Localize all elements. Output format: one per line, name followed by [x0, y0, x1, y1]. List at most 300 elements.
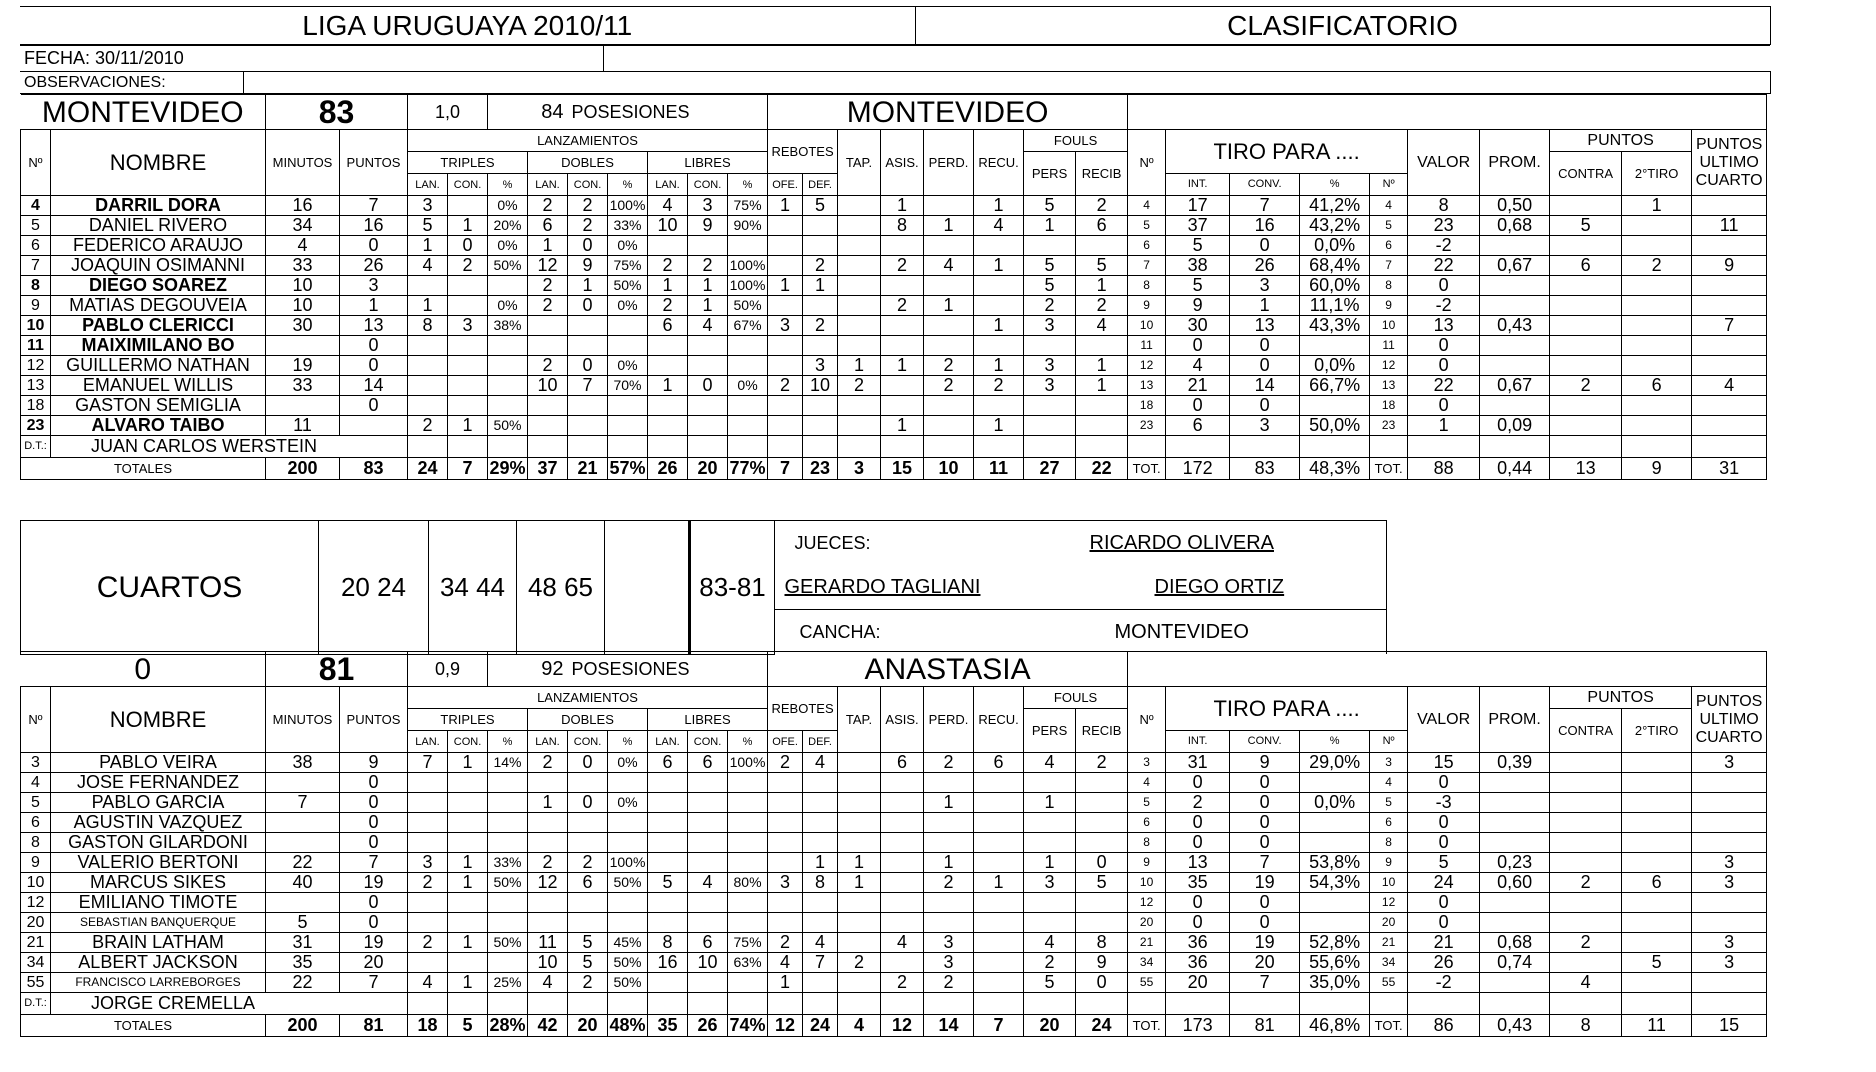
cell — [1024, 913, 1076, 933]
cell — [1550, 316, 1622, 336]
team2-ratio: 0,9 — [408, 652, 488, 687]
cell — [1622, 276, 1692, 296]
cell: 26 — [1230, 256, 1300, 276]
table-row — [21, 416, 1767, 436]
cell: 9 — [1128, 296, 1166, 316]
team2-col-num2: Nº — [1128, 687, 1166, 753]
cell: DIEGO SOAREZ — [51, 276, 266, 296]
cell — [924, 833, 974, 853]
team1-dt-label: D.T.: — [21, 436, 51, 458]
cell — [924, 813, 974, 833]
cell — [1622, 296, 1692, 316]
cell: 16 — [266, 196, 340, 216]
juez3: DIEGO ORTIZ — [1154, 576, 1285, 598]
total-cell: 24 — [1076, 1015, 1128, 1037]
cell — [1550, 953, 1622, 973]
cell: 19 — [266, 356, 340, 376]
cell: 0,0% — [1300, 236, 1370, 256]
cell — [1300, 833, 1370, 853]
cell: 0 — [1408, 813, 1480, 833]
cell — [1550, 276, 1622, 296]
cell: 1 — [974, 256, 1024, 276]
cell — [1622, 833, 1692, 853]
table-row — [21, 376, 1767, 396]
cell — [1300, 773, 1370, 793]
total-cell: 11 — [1622, 1015, 1692, 1037]
cell: 0 — [340, 893, 408, 913]
cell: 0 — [340, 913, 408, 933]
cell: 1 — [838, 356, 881, 376]
cell: 1 — [768, 276, 803, 296]
cell — [1692, 893, 1767, 913]
cell — [688, 773, 728, 793]
cell: 10 — [266, 276, 340, 296]
team1-subcol-con: CON. — [688, 174, 728, 196]
cell: 75% — [728, 933, 768, 953]
team1-subcol-conv: CONV. — [1230, 174, 1300, 196]
cell: 2 — [408, 933, 448, 953]
cell: 100% — [608, 196, 648, 216]
cell: 34 — [266, 216, 340, 236]
cell: 1 — [528, 236, 568, 256]
cell: 23 — [1128, 416, 1166, 436]
cell: 50% — [608, 953, 648, 973]
cell: 0 — [340, 773, 408, 793]
table-row — [21, 813, 1767, 833]
cell: 1 — [688, 276, 728, 296]
cell: 5 — [568, 953, 608, 973]
team2-subcol-con: CON. — [688, 731, 728, 753]
team2-col-triples: TRIPLES — [408, 709, 528, 731]
team1-col-rebotes: REBOTES — [768, 130, 838, 174]
cell: 75% — [608, 256, 648, 276]
cell: 7 — [21, 256, 51, 276]
team2-subcol-lan: LAN. — [648, 731, 688, 753]
cell: 3 — [448, 316, 488, 336]
cell: 1 — [974, 196, 1024, 216]
cell — [974, 336, 1024, 356]
cell — [688, 793, 728, 813]
cell: 0 — [568, 753, 608, 773]
total-cell: 11 — [974, 458, 1024, 480]
cell: 0 — [1230, 336, 1300, 356]
cell: 1 — [838, 853, 881, 873]
cell — [448, 793, 488, 813]
cell — [838, 196, 881, 216]
cell — [688, 853, 728, 873]
cell: 0,60 — [1480, 873, 1550, 893]
cell: 68,4% — [1300, 256, 1370, 276]
cell: 33 — [266, 256, 340, 276]
cell: 5 — [1024, 196, 1076, 216]
cell: 3 — [21, 753, 51, 773]
total-cell: 5 — [448, 1015, 488, 1037]
cell — [768, 296, 803, 316]
cell — [803, 396, 838, 416]
cell — [974, 893, 1024, 913]
cell: 3 — [768, 316, 803, 336]
cell: FEDERICO ARAUJO — [51, 236, 266, 256]
cell: 0 — [1230, 396, 1300, 416]
cell: 4 — [924, 256, 974, 276]
cell: 50% — [488, 933, 528, 953]
total-cell: 12 — [768, 1015, 803, 1037]
team2-posesiones: 92 — [488, 652, 568, 687]
cell — [448, 893, 488, 913]
team1-table — [20, 94, 1767, 480]
cell: 8 — [408, 316, 448, 336]
table-row — [21, 913, 1767, 933]
cell: 1 — [974, 356, 1024, 376]
cell: 0,0% — [1300, 356, 1370, 376]
cell: 21 — [1370, 933, 1408, 953]
cell: 10 — [528, 953, 568, 973]
cell: 6 — [1622, 376, 1692, 396]
cell: 40 — [266, 873, 340, 893]
cell: 7 — [1230, 973, 1300, 993]
cell — [1076, 833, 1128, 853]
cell — [608, 316, 648, 336]
cell — [488, 773, 528, 793]
cell: 33% — [488, 853, 528, 873]
team2-col-minutos: MINUTOS — [266, 687, 340, 753]
cell — [408, 276, 448, 296]
cell: 21 — [1128, 933, 1166, 953]
cell: 11 — [266, 416, 340, 436]
cell — [1300, 813, 1370, 833]
cell: 5 — [408, 216, 448, 236]
cell: 5 — [21, 216, 51, 236]
cell: 5 — [1166, 276, 1230, 296]
cell: 0 — [568, 296, 608, 316]
cell: 4 — [1550, 973, 1622, 993]
cell: 1 — [528, 793, 568, 813]
cell — [1300, 336, 1370, 356]
cell — [408, 813, 448, 833]
cell — [838, 236, 881, 256]
cell: 36 — [1166, 933, 1230, 953]
cell: 34 — [1128, 953, 1166, 973]
cell: 19 — [340, 933, 408, 953]
cell: 2 — [1076, 753, 1128, 773]
cell: 2 — [1622, 256, 1692, 276]
cell: 2 — [648, 296, 688, 316]
cell — [728, 853, 768, 873]
cell — [488, 793, 528, 813]
cell — [768, 913, 803, 933]
cell: 1 — [974, 316, 1024, 336]
cell — [768, 853, 803, 873]
cell — [408, 356, 448, 376]
cell: 16 — [1230, 216, 1300, 236]
cell: 53,8% — [1300, 853, 1370, 873]
cell — [881, 336, 924, 356]
cell — [528, 813, 568, 833]
cell: 1 — [1024, 793, 1076, 813]
table-row — [21, 216, 1767, 236]
cell — [838, 833, 881, 853]
cell: 5 — [1128, 216, 1166, 236]
cell — [1692, 913, 1767, 933]
cell: 1 — [568, 276, 608, 296]
cell: 5 — [1024, 973, 1076, 993]
cell — [608, 773, 648, 793]
cell: 17 — [1166, 196, 1230, 216]
cell: 23 — [21, 416, 51, 436]
cell — [974, 933, 1024, 953]
total-cell: 172 — [1166, 458, 1230, 480]
team2-subcol-lan: LAN. — [408, 731, 448, 753]
cell — [974, 913, 1024, 933]
team1-subcol-pct: % — [608, 174, 648, 196]
cell: 0 — [1408, 336, 1480, 356]
team1-dt: JUAN CARLOS WERSTEIN — [51, 436, 408, 458]
cell — [648, 396, 688, 416]
cell: 2 — [408, 416, 448, 436]
cell: 1 — [648, 276, 688, 296]
cell — [838, 336, 881, 356]
cell: 1 — [1024, 216, 1076, 236]
team1-team-name: MONTEVIDEO — [21, 95, 266, 130]
cell: 12 — [528, 256, 568, 276]
cell: 4 — [528, 973, 568, 993]
cell — [803, 773, 838, 793]
header-table — [20, 6, 1771, 45]
cell — [528, 316, 568, 336]
cell — [528, 396, 568, 416]
cell: 38 — [1166, 256, 1230, 276]
cell: 5 — [266, 913, 340, 933]
cell: 22 — [266, 973, 340, 993]
cell — [408, 773, 448, 793]
cell: 4 — [21, 773, 51, 793]
cell: 5 — [1622, 953, 1692, 973]
cell — [528, 773, 568, 793]
cell: 0 — [688, 376, 728, 396]
cell: SEBASTIAN BANQUERQUE — [51, 913, 266, 933]
cell: 9 — [21, 296, 51, 316]
cell: 2 — [568, 196, 608, 216]
cell: 4 — [688, 873, 728, 893]
cell: 2 — [803, 256, 838, 276]
cell — [1622, 853, 1692, 873]
cell — [1024, 773, 1076, 793]
cell: 0 — [1230, 773, 1300, 793]
cell — [688, 893, 728, 913]
total-cell: 86 — [1408, 1015, 1480, 1037]
cell — [881, 276, 924, 296]
cell — [1692, 356, 1767, 376]
cell: 2 — [1024, 953, 1076, 973]
cell — [1076, 793, 1128, 813]
cell — [408, 953, 448, 973]
cell — [803, 893, 838, 913]
cell: 8 — [1128, 833, 1166, 853]
total-cell: 12 — [881, 1015, 924, 1037]
cell — [1550, 336, 1622, 356]
cell: 20 — [1230, 953, 1300, 973]
cell — [881, 893, 924, 913]
cell: 0,39 — [1480, 753, 1550, 773]
cell: 2 — [924, 356, 974, 376]
cell — [1550, 196, 1622, 216]
cell: 4 — [974, 216, 1024, 236]
cell — [768, 793, 803, 813]
team2-col-pers: PERS — [1024, 709, 1076, 753]
cell — [728, 773, 768, 793]
cell: 8 — [803, 873, 838, 893]
cell — [648, 793, 688, 813]
cell — [1480, 396, 1550, 416]
cell: 4 — [266, 236, 340, 256]
cell: 4 — [1128, 773, 1166, 793]
cell: 6 — [648, 316, 688, 336]
cell: -2 — [1408, 973, 1480, 993]
total-cell: 46,8% — [1300, 1015, 1370, 1037]
cell: 2 — [838, 953, 881, 973]
total-cell: 7 — [974, 1015, 1024, 1037]
cell: 41,2% — [1300, 196, 1370, 216]
cell — [728, 416, 768, 436]
cell — [974, 276, 1024, 296]
cell: 2 — [768, 753, 803, 773]
cell: 16 — [340, 216, 408, 236]
cell: 100% — [728, 256, 768, 276]
cell: 3 — [1692, 853, 1767, 873]
cell: 20% — [488, 216, 528, 236]
cell: 8 — [881, 216, 924, 236]
cell: 20 — [1128, 913, 1166, 933]
team1-col-triples: TRIPLES — [408, 152, 528, 174]
team2-posesiones-label: POSESIONES — [568, 652, 768, 687]
cell — [1076, 236, 1128, 256]
cell: 43,3% — [1300, 316, 1370, 336]
cell: 36 — [1166, 953, 1230, 973]
cell: 80% — [728, 873, 768, 893]
cell — [1024, 236, 1076, 256]
cell — [1024, 893, 1076, 913]
cell: VALERIO BERTONI — [51, 853, 266, 873]
cell — [1480, 336, 1550, 356]
cell — [648, 813, 688, 833]
cell — [924, 196, 974, 216]
cell: 0,68 — [1480, 933, 1550, 953]
cell — [1622, 396, 1692, 416]
cell: 0 — [340, 336, 408, 356]
cell: 7 — [1692, 316, 1767, 336]
total-cell: 0,44 — [1480, 458, 1550, 480]
cell: 75% — [728, 196, 768, 216]
cell — [528, 833, 568, 853]
cell: 2 — [528, 356, 568, 376]
cell: 7 — [1128, 256, 1166, 276]
cell: 5 — [1370, 216, 1408, 236]
table-row — [21, 793, 1767, 813]
cell: 4 — [1024, 933, 1076, 953]
cell: 23 — [1370, 416, 1408, 436]
cell — [1692, 276, 1767, 296]
cell: 23 — [1408, 216, 1480, 236]
cell: 3 — [768, 873, 803, 893]
cell — [838, 793, 881, 813]
cell: 2 — [803, 316, 838, 336]
cell — [266, 893, 340, 913]
cell — [568, 336, 608, 356]
cell: 0,0% — [1300, 793, 1370, 813]
team1-col-recib: RECIB — [1076, 152, 1128, 196]
cell: MAIXIMILANO BO — [51, 336, 266, 356]
cell: 0,23 — [1480, 853, 1550, 873]
cell — [488, 336, 528, 356]
cell: 7 — [340, 853, 408, 873]
cell: PABLO VEIRA — [51, 753, 266, 773]
team2-col-ultimo-cuarto: PUNTOS ULTIMO CUARTO — [1692, 687, 1767, 753]
cell — [728, 236, 768, 256]
cell: 0% — [488, 236, 528, 256]
cell: 0% — [608, 793, 648, 813]
cell — [1692, 793, 1767, 813]
league-title: LIGA URUGUAYA 2010/11 — [20, 7, 915, 45]
cell: 4 — [803, 753, 838, 773]
jueces-label: JUECES: — [794, 533, 871, 553]
cell: 67% — [728, 316, 768, 336]
cell: 1 — [408, 236, 448, 256]
cell — [1622, 356, 1692, 376]
cell — [728, 813, 768, 833]
cell: 12 — [528, 873, 568, 893]
cell — [768, 236, 803, 256]
cell: 1 — [768, 196, 803, 216]
cell — [688, 336, 728, 356]
cell — [1024, 416, 1076, 436]
cell: 2 — [924, 973, 974, 993]
cell: 100% — [608, 853, 648, 873]
cell — [1622, 336, 1692, 356]
cell — [1622, 793, 1692, 813]
cell — [648, 236, 688, 256]
cell: 0,67 — [1480, 376, 1550, 396]
cell: 1 — [1408, 416, 1480, 436]
cell: 20 — [1166, 973, 1230, 993]
cell — [924, 336, 974, 356]
cell: 55 — [1128, 973, 1166, 993]
cell — [688, 833, 728, 853]
cell — [1480, 913, 1550, 933]
cell: 5 — [1024, 276, 1076, 296]
cell: 38 — [266, 753, 340, 773]
team2-subcol-pct: % — [488, 731, 528, 753]
cell: 1 — [1076, 376, 1128, 396]
cell: 10 — [266, 296, 340, 316]
table-row — [21, 773, 1767, 793]
cell: -3 — [1408, 793, 1480, 813]
cell — [408, 793, 448, 813]
cell: 4 — [881, 933, 924, 953]
cuartos-label: CUARTOS — [21, 521, 319, 655]
team1-totales-label: TOTALES — [21, 458, 266, 480]
cell — [1550, 773, 1622, 793]
cell: 21 — [1408, 933, 1480, 953]
table-row — [21, 356, 1767, 376]
cell: 9 — [1370, 853, 1408, 873]
cell: 4 — [688, 316, 728, 336]
cell: 1 — [881, 416, 924, 436]
cell: 6 — [881, 753, 924, 773]
cell — [768, 396, 803, 416]
total-cell: 200 — [266, 458, 340, 480]
cell: 5 — [648, 873, 688, 893]
cell — [448, 296, 488, 316]
